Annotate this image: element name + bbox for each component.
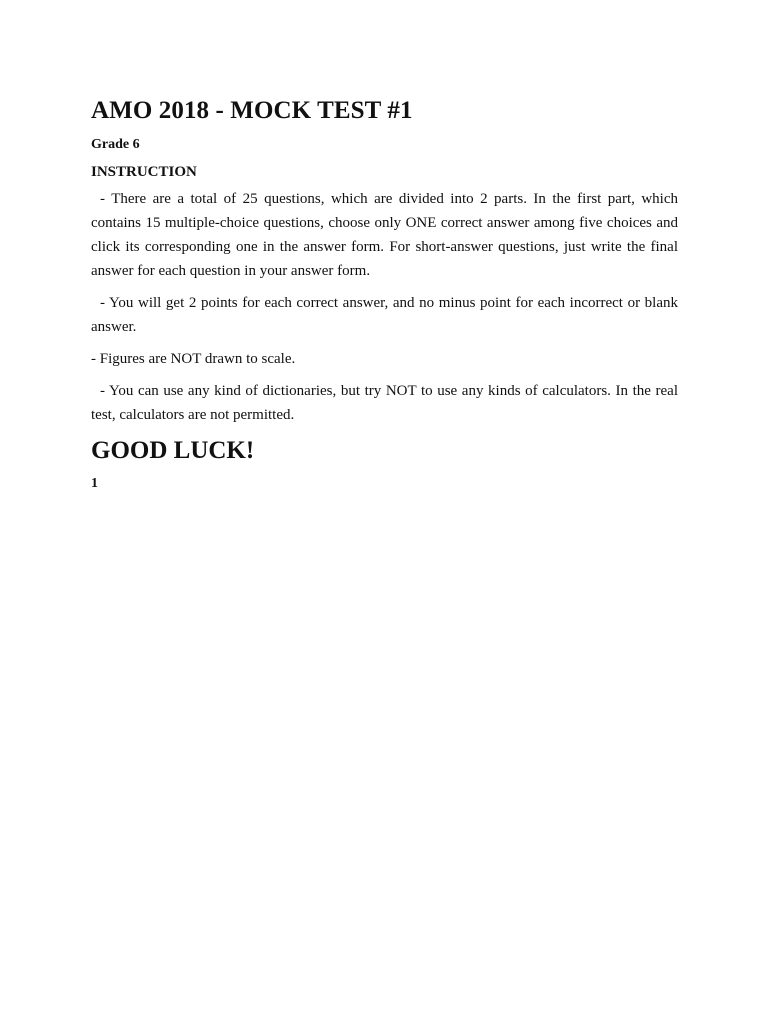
instruction-paragraph-questions: - There are a total of 25 questions, which are divided into 2 parts. In the first part, which contains 15 multiple-choice questions, choose only ONE correct answer among five choices and click its corresponding one in the answer form. For short-answer questions, just write the final answer for each question in your answer form. (91, 191, 678, 279)
page-number: 1 (91, 476, 98, 491)
instruction-paragraph-figures: - Figures are NOT drawn to scale. (91, 351, 296, 367)
grade-label: Grade 6 (91, 137, 140, 152)
document-title: AMO 2018 - MOCK TEST #1 (91, 97, 413, 124)
document-page (91, 96, 678, 493)
good-luck-heading: GOOD LUCK! (91, 437, 255, 464)
instruction-paragraph-calculators: - You can use any kind of dictionaries, but try NOT to use any kinds of calculators. In the real test, calculators are not permitted. (91, 383, 678, 423)
instruction-paragraph-points: - You will get 2 points for each correct answer, and no minus point for each incorrect or blank answer. (91, 295, 678, 335)
instruction-heading: INSTRUCTION (91, 164, 197, 180)
